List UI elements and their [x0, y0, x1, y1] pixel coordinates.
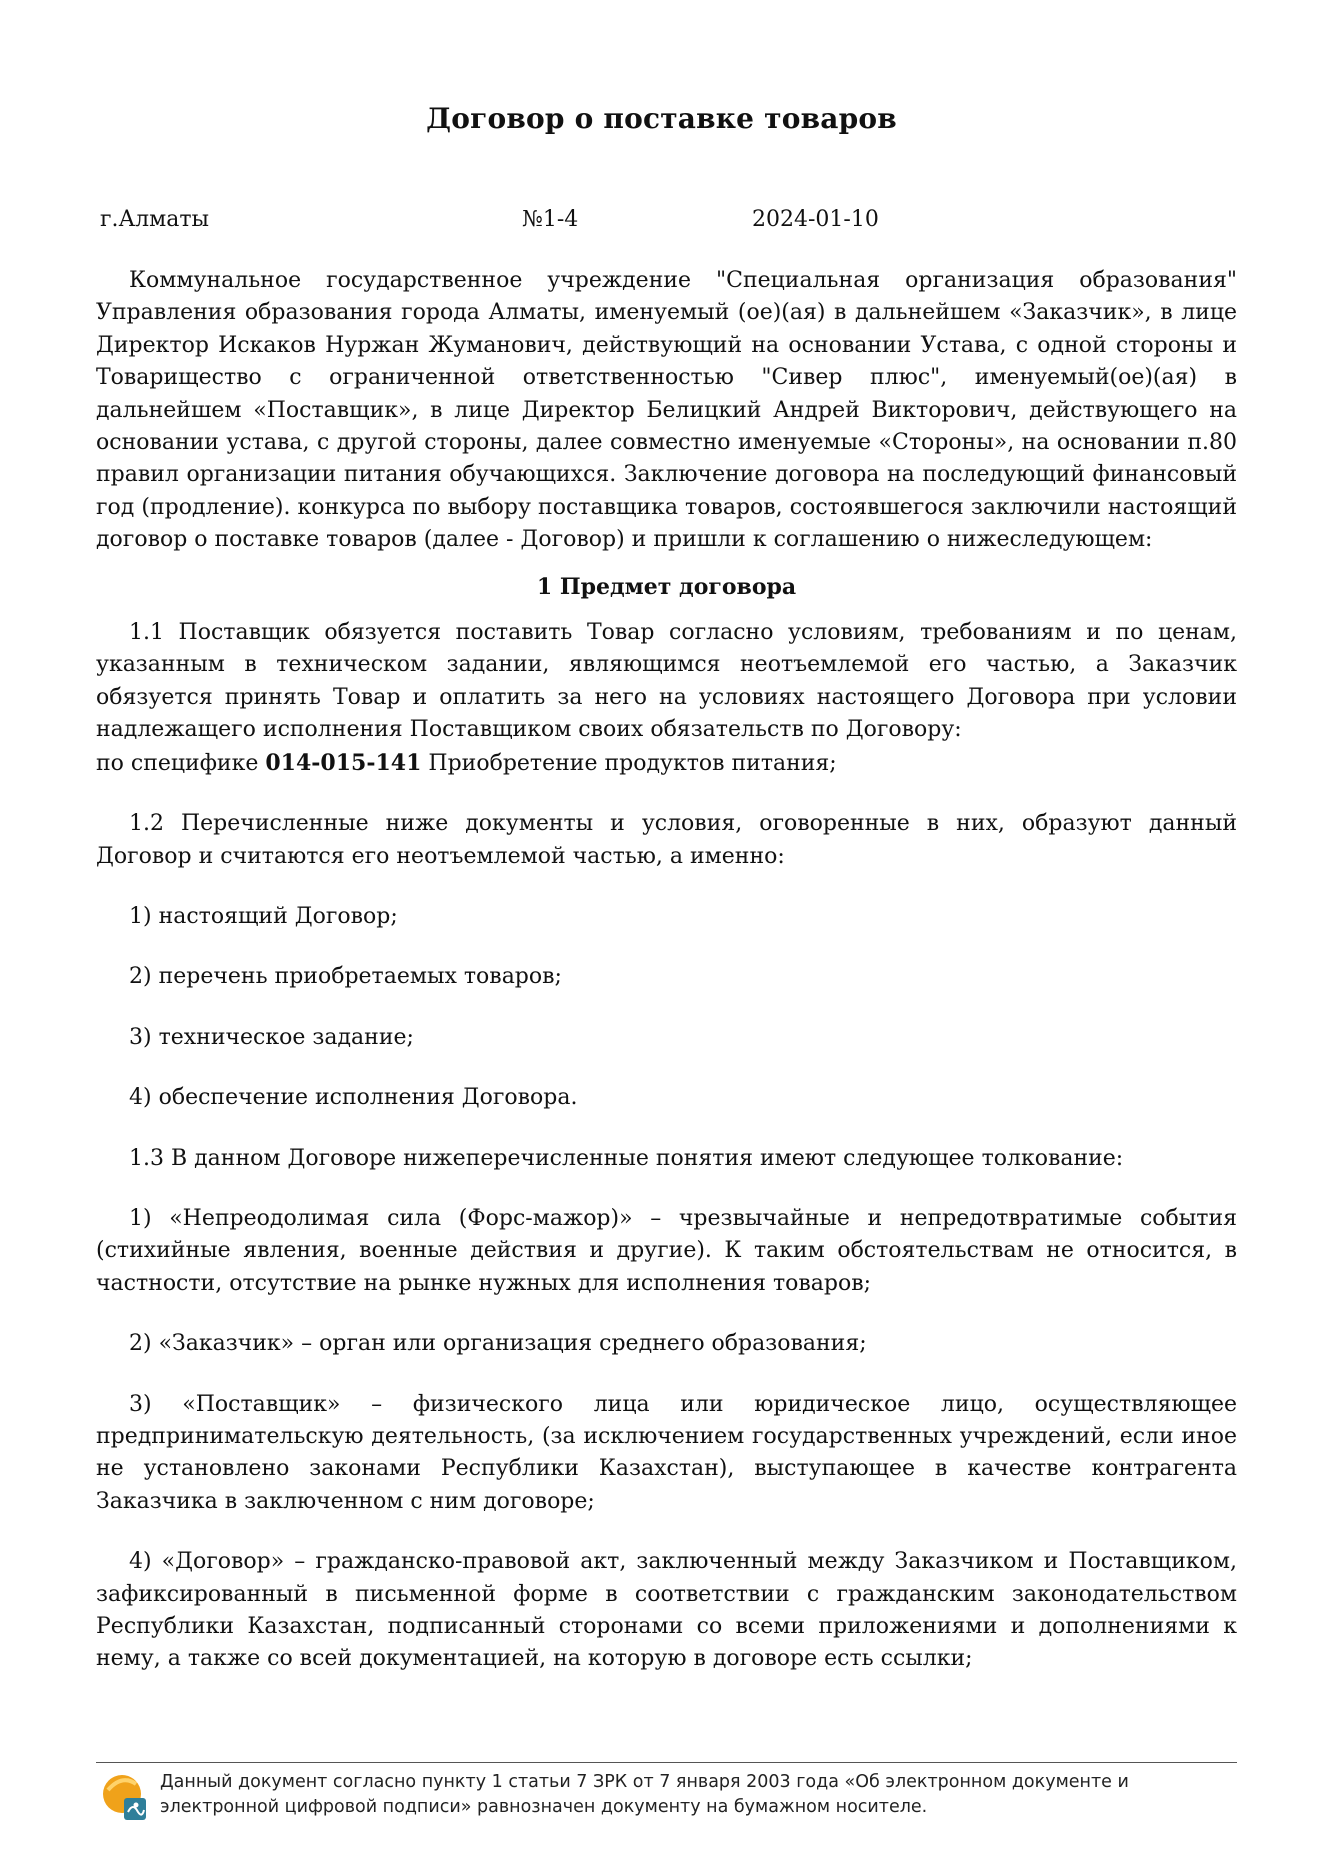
footer-legal-notice: Данный документ согласно пункту 1 статьи 7 ЗРК от 7 января 2003 года «Об электронном документе и электронной цифровой подписи» равнозначен документу на бумажном носителе.: [160, 1772, 1129, 1817]
document-title: Договор о поставке товаров: [426, 102, 897, 135]
definition-item: 3) «Поставщик» – физического лица или юридическое лицо, осуществляющее предпринимательскую деятельность, (за исключением государственных учреждений, если иное не установлено законами Республики Казахстан), выступающее в качестве контрагента Заказчика в заключенном с ним договоре;: [96, 1391, 1237, 1514]
document-body: [96, 265, 1237, 1676]
spec-prefix: по специфике: [96, 750, 259, 776]
list-item: 1) настоящий Договор;: [129, 903, 398, 929]
preamble-paragraph: Коммунальное государственное учреждение "Специальная организация образования" Управления образования города Алматы, именуемый (ое)(ая) в дальнейшем «Заказчик», в лице Директор Искаков Нуржан Жуманович, действующий на основании Устава, с одной стороны и Товарищество с ограниченной ответственностью "Сивер плюс", именуемый(ое)(ая) в дальнейшем «Поставщик», в лице Директор Белицкий Андрей Викторович, действующего на основании устава, с другой стороны, далее совместно именуемые «Стороны», на основании п.80 правил организации питания обучающихся. Заключение договора на последующий финансовый год (продление). конкурса по выбору поставщика товаров, состоявшегося заключили настоящий договор о поставке товаров (далее - Договор) и пришли к соглашению о нижеследующем:: [96, 268, 1237, 553]
list-item: 2) перечень приобретаемых товаров;: [129, 964, 562, 990]
list-item: 4) обеспечение исполнения Договора.: [129, 1085, 578, 1111]
definition-item: 2) «Заказчик» – орган или организация среднего образования;: [129, 1331, 867, 1357]
contract-city: г.Алматы: [100, 207, 210, 232]
clause-1-3: 1.3 В данном Договоре нижеперечисленные понятия имеют следующее толкование:: [129, 1145, 1124, 1171]
contract-date: 2024-01-10: [752, 207, 879, 232]
clause-1-1: 1.1 Поставщик обязуется поставить Товар согласно условиям, требованиям и по ценам, указанным в техническом задании, являющимся неотъемлемой его частью, а Заказчик обязуется принять Товар и оплатить за него на условиях настоящего Договора при условии надлежащего исполнения Поставщиком своих обязательств по Договору:: [96, 620, 1237, 743]
definition-item: 1) «Непреодолимая сила (Форс-мажор)» – чрезвычайные и непредотвратимые события (стихийные явления, военные действия и другие). К таким обстоятельствам не относится, в частности, отсутствие на рынке нужных для исполнения товаров;: [96, 1205, 1237, 1296]
spec-code: 014-015-141: [265, 749, 422, 776]
clause-1-2: 1.2 Перечисленные ниже документы и условия, оговоренные в них, образуют данный Договор и считаются его неотъемлемой частью, а именно:: [96, 811, 1237, 869]
list-item: 3) техническое задание;: [129, 1024, 414, 1050]
egov-emblem-icon: [100, 1772, 150, 1822]
spec-suffix: Приобретение продуктов питания;: [428, 750, 837, 776]
section-heading: 1 Предмет договора: [536, 573, 797, 600]
spec-line: [96, 747, 1237, 780]
footer-divider: [96, 1762, 1237, 1763]
definition-item: 4) «Договор» – гражданско-правовой акт, заключенный между Заказчиком и Поставщиком, зафиксированный в письменной форме в соответствии с гражданским законодательством Республики Казахстан, подписанный сторонами со всеми приложениями и дополнениями к нему, а также со всей документацией, на которую в договоре есть ссылки;: [96, 1549, 1237, 1672]
contract-number: №1-4: [522, 207, 579, 232]
